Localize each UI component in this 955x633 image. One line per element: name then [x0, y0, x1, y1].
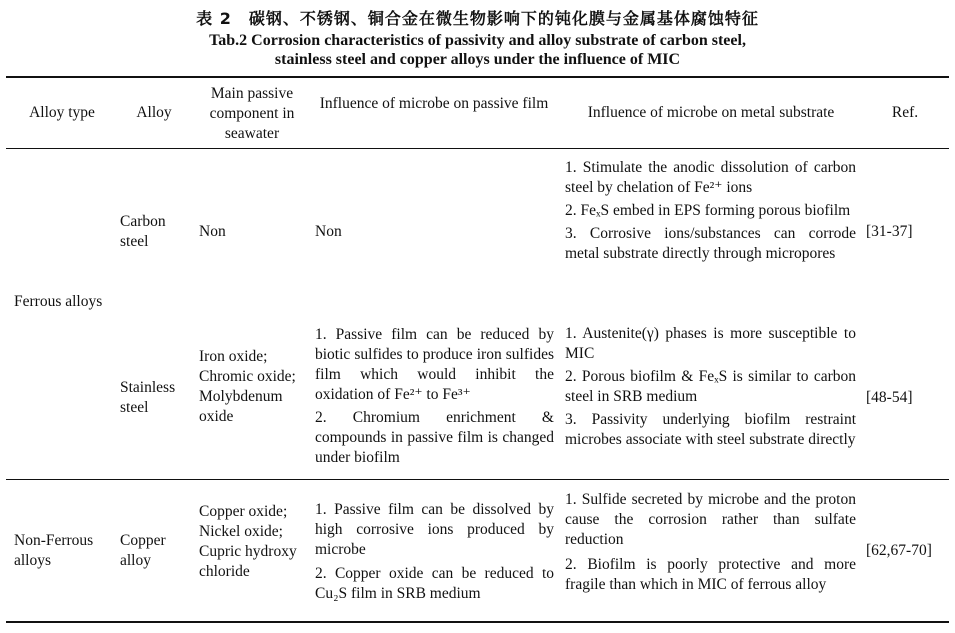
film-point: 2. Chromium enrichment & compounds in passive film is changed under biofilm [315, 409, 554, 466]
table-caption-chinese: 表 2 碳钢、不锈钢、铜合金在微生物影响下的钝化膜与金属基体腐蚀特征 [196, 9, 759, 28]
substrate-point: 1. Sulfide secreted by microbe and the proton cause the corrosion rather than sulfate reduction [565, 491, 856, 548]
film-point: 1. Passive film can be reduced by biotic sulfides to produce iron sulfides film which would inhibit the oxidation of Fe²⁺ to Fe³⁺ [315, 326, 554, 403]
film-point: 2. Copper oxide can be reduced to Cu₂S film in SRB medium [315, 565, 554, 602]
cell-substrate-copper-alloy [565, 490, 856, 595]
group-label-ferrous: Ferrous alloys [14, 293, 103, 310]
header-microbe-on-film: Influence of microbe on passive film [319, 95, 549, 112]
cell-alloy-stainless-steel: Stainless steel [120, 379, 176, 416]
substrate-point: 2. Biofilm is poorly protective and more fragile than which in MIC of ferrous alloy [565, 556, 856, 593]
substrate-point: 1. Austenite(γ) phases is more susceptible to MIC [565, 325, 856, 362]
cell-ref-stainless-steel: [48-54] [866, 389, 913, 406]
cell-alloy-carbon-steel: Carbon steel [120, 213, 166, 250]
substrate-point: 3. Corrosive ions/substances can corrode metal substrate directly through micropores [565, 225, 856, 262]
header-microbe-on-substrate: Influence of microbe on metal substrate [587, 104, 835, 121]
header-ref: Ref. [891, 104, 919, 121]
substrate-point: 2. Porous biofilm & FeₓS is similar to carbon steel in SRB medium [565, 368, 856, 405]
cell-film-carbon-steel: Non [315, 223, 342, 240]
header-alloy: Alloy [136, 104, 172, 121]
table-caption-english-line1: Tab.2 Corrosion characteristics of passivity and alloy substrate of carbon steel, [209, 32, 746, 49]
film-point: 1. Passive film can be dissolved by high corrosive ions produced by microbe [315, 501, 554, 558]
cell-film-stainless-steel [315, 325, 554, 468]
cell-ref-copper-alloy: [62,67-70] [866, 542, 932, 559]
cell-substrate-stainless-steel [565, 324, 856, 450]
substrate-point: 2. FeₓS embed in EPS forming porous biofilm [565, 202, 851, 219]
cell-ref-carbon-steel: [31-37] [866, 223, 913, 240]
substrate-point: 1. Stimulate the anodic dissolution of carbon steel by chelation of Fe²⁺ ions [565, 159, 856, 196]
cell-component-carbon-steel: Non [199, 223, 226, 240]
substrate-point: 3. Passivity underlying biofilm restraint microbes associate with steel substrate directly [565, 411, 856, 448]
group-label-non-ferrous: Non-Ferrous alloys [14, 532, 94, 569]
cell-component-stainless-steel: Iron oxide; Chromic oxide; Molybdenum oxide [199, 348, 296, 425]
header-passive-component: Main passive component in seawater [209, 85, 295, 142]
cell-alloy-copper-alloy: Copper alloy [120, 532, 166, 569]
table-caption-english-line2: stainless steel and copper alloys under the influence of MIC [274, 51, 681, 68]
table-header-rule [6, 148, 949, 149]
cell-substrate-carbon-steel [565, 158, 856, 264]
table-top-rule [6, 76, 949, 78]
table-group-divider [6, 479, 949, 480]
header-alloy-type: Alloy type [29, 104, 95, 121]
table-bottom-rule [6, 621, 949, 623]
cell-film-copper-alloy [315, 500, 554, 604]
cell-component-copper-alloy: Copper oxide; Nickel oxide; Cupric hydroxy chloride [199, 503, 297, 580]
